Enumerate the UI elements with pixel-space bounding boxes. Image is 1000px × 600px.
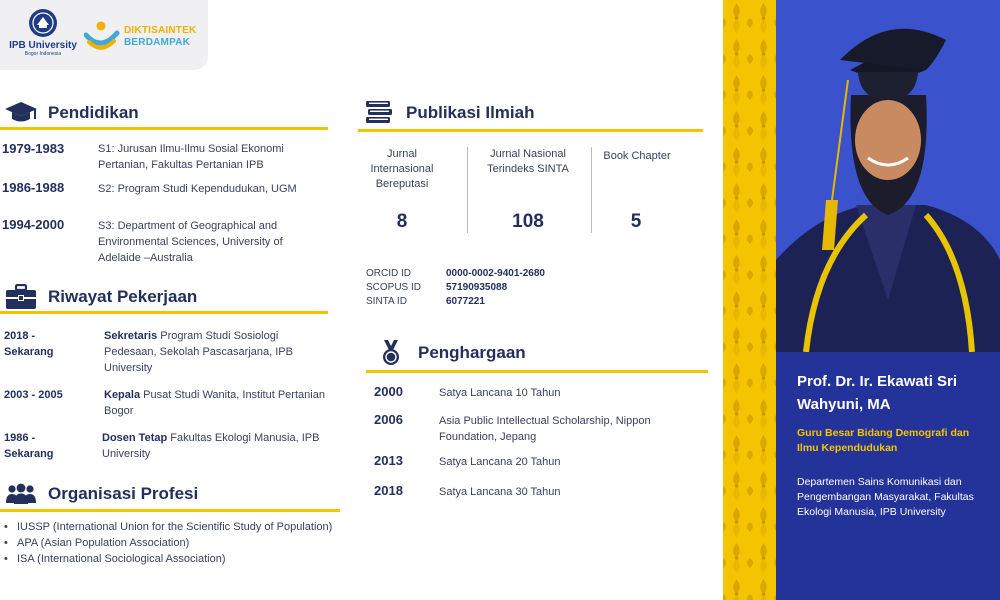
profile-title: Guru Besar Bidang Demografi dan Ilmu Kependudukan [797,427,970,454]
edu-desc-3: S3: Department of Geographical and Environmental Sciences, University of Adelaide –Australia [98,220,283,264]
job-desc-1 [104,328,326,376]
pekerjaan-header [4,284,197,310]
briefcase-icon [4,284,38,310]
publikasi-title: Publikasi Ilmiah [406,103,535,122]
books-stack-icon [362,100,396,126]
pub-label-book: Book Chapter [603,150,671,162]
award-desc-1: Satya Lancana 10 Tahun [439,387,561,399]
job-text-2: Pusat Studi Wanita, Institut Pertanian Bogor [104,389,325,417]
edu-desc-1: S1: Jurusan Ilmu-Ilmu Sosial Ekonomi Pertanian, Fakultas Pertanian IPB [98,143,284,171]
organisasi-title: Organisasi Profesi [48,484,199,503]
dikti-line1: DIKTISAINTEK [124,25,197,36]
profile-name: Prof. Dr. Ir. Ekawati Sri Wahyuni, MA [797,373,958,413]
pub-separator-2 [591,147,592,233]
pekerjaan-title: Riwayat Pekerjaan [48,287,198,306]
edu-year-2: 1986-1988 [2,180,65,195]
dikti-logo [84,20,204,54]
medal-icon [374,340,408,366]
orcid-label: ORCID ID [366,268,411,279]
pub-separator-1 [467,147,468,233]
ipb-logo [8,8,78,57]
penghargaan-divider [366,370,708,373]
award-desc-2: Asia Public Intellectual Scholarship, Nippon Foundation, Jepang [439,415,651,443]
profile-photo [776,0,1000,352]
pendidikan-header [4,100,139,126]
award-year-2: 2006 [374,412,403,427]
org-item-3: • ISA (International Sociological Association) [4,551,334,567]
award-year-1: 2000 [374,384,403,399]
award-desc-3: Satya Lancana 20 Tahun [439,456,561,468]
org-item-1: • IUSSP (International Union for the Scientific Study of Population) [4,519,334,535]
logo-bar [0,0,208,70]
pub-label-intl: Jurnal Internasional Bereputasi [370,148,434,190]
job-desc-2 [104,387,326,419]
dikti-emblem-icon [84,20,120,54]
sinta-label: SINTA ID [366,296,407,307]
batik-pattern-strip [723,0,777,600]
orcid-value: 0000-0002-9401-2680 [446,268,545,279]
job-role-1: Sekretaris [104,330,158,342]
job-year-3: 1986 - Sekarang [4,432,54,460]
scopus-value: 57190935088 [446,282,508,293]
scopus-label: SCOPUS ID [366,282,422,293]
pendidikan-divider [0,127,328,130]
publikasi-divider [358,129,703,132]
award-desc-4: Satya Lancana 30 Tahun [439,486,561,498]
pub-count-intl: 8 [396,211,408,232]
award-year-4: 2018 [374,483,403,498]
organisasi-divider [0,509,340,512]
edu-year-1: 1979-1983 [2,141,65,156]
edu-desc-2: S2: Program Studi Kependudukan, UGM [98,183,297,195]
penghargaan-title: Penghargaan [418,343,526,362]
job-role-2: Kepala [104,389,141,401]
job-text-1: Program Studi Sosiologi Pedesaan, Sekolah Pascasarjana, IPB University [104,330,293,374]
graduation-cap-icon [4,100,38,126]
sinta-value: 6077221 [446,296,485,307]
pendidikan-title: Pendidikan [48,103,139,122]
ipb-sub: Bogor Indonesia [24,51,62,57]
organisasi-header [4,481,198,507]
pub-count-sinta: 108 [512,211,544,232]
job-desc-3 [102,430,326,462]
ipb-emblem-icon [28,8,58,38]
dikti-line2: BERDAMPAK [124,37,191,48]
penghargaan-header [374,340,526,366]
job-role-3: Dosen Tetap [102,432,168,444]
job-year-2: 2003 - 2005 [4,389,63,401]
job-text-3: Fakultas Ekologi Manusia, IPB University [102,432,320,460]
pekerjaan-divider [0,311,328,314]
people-group-icon [4,481,38,507]
pub-count-book: 5 [630,211,642,232]
org-item-2: • APA (Asian Population Association) [4,535,334,551]
pub-label-sinta: Jurnal Nasional Terindeks SINTA [487,148,569,175]
edu-year-3: 1994-2000 [2,217,65,232]
award-year-3: 2013 [374,453,403,468]
organisasi-list [4,519,334,567]
ipb-name: IPB University [9,40,77,51]
profile-department: Departemen Sains Komunikasi dan Pengembangan Masyarakat, Fakultas Ekologi Manusia, IPB University [797,476,974,518]
publikasi-header [362,100,535,126]
job-year-1: 2018 - Sekarang [4,330,54,358]
